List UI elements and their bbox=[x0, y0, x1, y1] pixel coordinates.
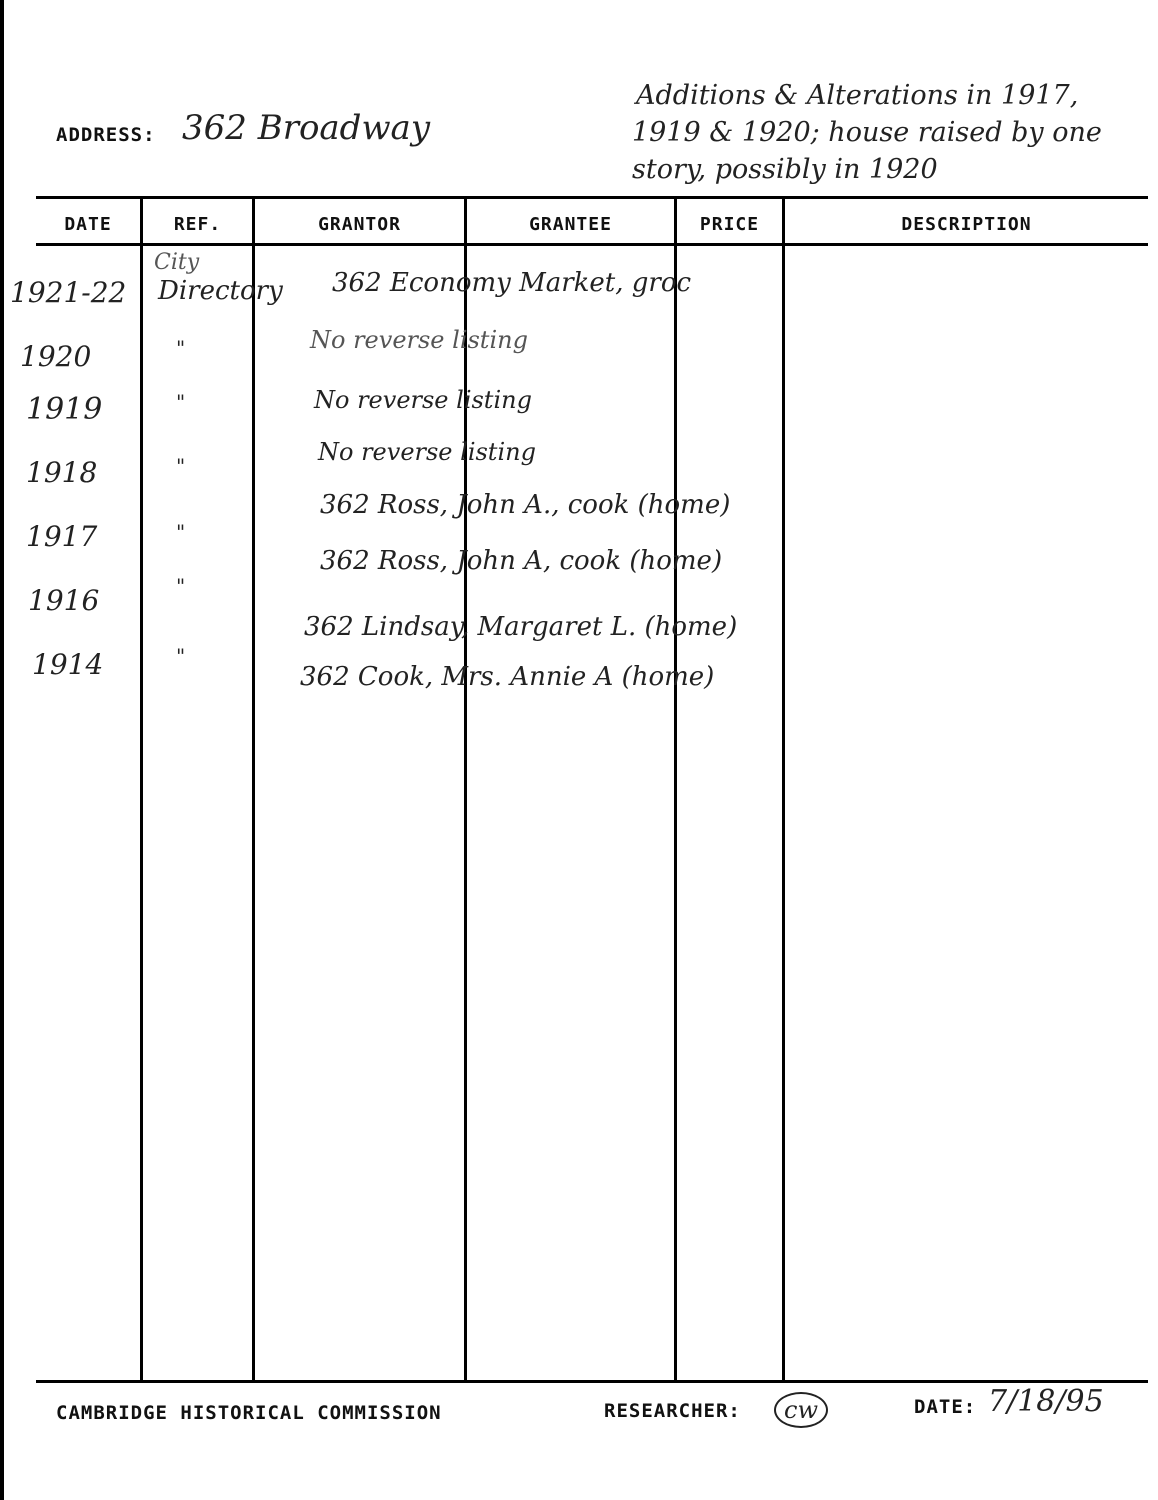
entry-date: 1920 bbox=[20, 340, 92, 373]
entry-text: No reverse listing bbox=[314, 386, 532, 414]
entry-text: No reverse listing bbox=[310, 326, 528, 354]
researcher-label: RESEARCHER: bbox=[604, 1400, 741, 1422]
researcher-initials: cw bbox=[774, 1392, 828, 1428]
entry-date: 1914 bbox=[32, 648, 104, 681]
column-header-ref: REF. bbox=[173, 214, 222, 235]
column-divider bbox=[674, 198, 677, 1382]
entry-text: No reverse listing bbox=[318, 438, 536, 466]
column-divider bbox=[252, 198, 255, 1382]
entry-date: 1916 bbox=[28, 584, 100, 617]
entry-ref: " bbox=[176, 574, 186, 598]
column-header-date: DATE bbox=[64, 214, 112, 235]
entry-ref: Directory bbox=[158, 276, 283, 306]
entry-text: 362 Lindsay, Margaret L. (home) bbox=[304, 612, 738, 642]
address-value: 362 Broadway bbox=[182, 108, 431, 148]
date-label: DATE: bbox=[914, 1396, 977, 1418]
table-top-rule bbox=[36, 196, 1148, 199]
entry-ref: " bbox=[176, 390, 186, 414]
note-line-3: story, possibly in 1920 bbox=[632, 154, 938, 185]
column-header-grantee: GRANTEE bbox=[529, 214, 612, 235]
entry-date: 1919 bbox=[26, 392, 103, 427]
table-bottom-rule bbox=[36, 1380, 1148, 1383]
entry-date: 1921-22 bbox=[10, 276, 127, 309]
column-divider bbox=[140, 198, 143, 1382]
column-header-description: DESCRIPTION bbox=[901, 214, 1032, 235]
column-header-price: PRICE bbox=[699, 214, 760, 235]
entry-text: 362 Economy Market, groc bbox=[332, 268, 692, 298]
entry-ref: " bbox=[176, 454, 186, 478]
address-label: ADDRESS: bbox=[56, 124, 156, 146]
entry-date: 1917 bbox=[26, 520, 98, 553]
entry-ref: " bbox=[176, 520, 186, 544]
note-line-1: Additions & Alterations in 1917, bbox=[636, 80, 1079, 111]
column-divider bbox=[464, 198, 467, 1382]
entry-text-secondary: 362 Cook, Mrs. Annie A (home) bbox=[300, 662, 715, 692]
note-line-2: 1919 & 1920; house raised by one bbox=[632, 117, 1102, 148]
footer-organization: CAMBRIDGE HISTORICAL COMMISSION bbox=[56, 1402, 442, 1424]
entry-ref-note: City bbox=[154, 250, 200, 275]
entry-date: 1918 bbox=[26, 456, 98, 489]
date-value: 7/18/95 bbox=[988, 1384, 1104, 1419]
entry-ref: " bbox=[176, 644, 186, 668]
entry-text: 362 Ross, John A., cook (home) bbox=[320, 490, 731, 520]
column-divider bbox=[782, 198, 785, 1382]
column-header-grantor: GRANTOR bbox=[318, 214, 401, 235]
entry-text: 362 Ross, John A, cook (home) bbox=[320, 546, 723, 576]
entry-ref: " bbox=[176, 336, 186, 360]
table-header-rule bbox=[36, 243, 1148, 246]
